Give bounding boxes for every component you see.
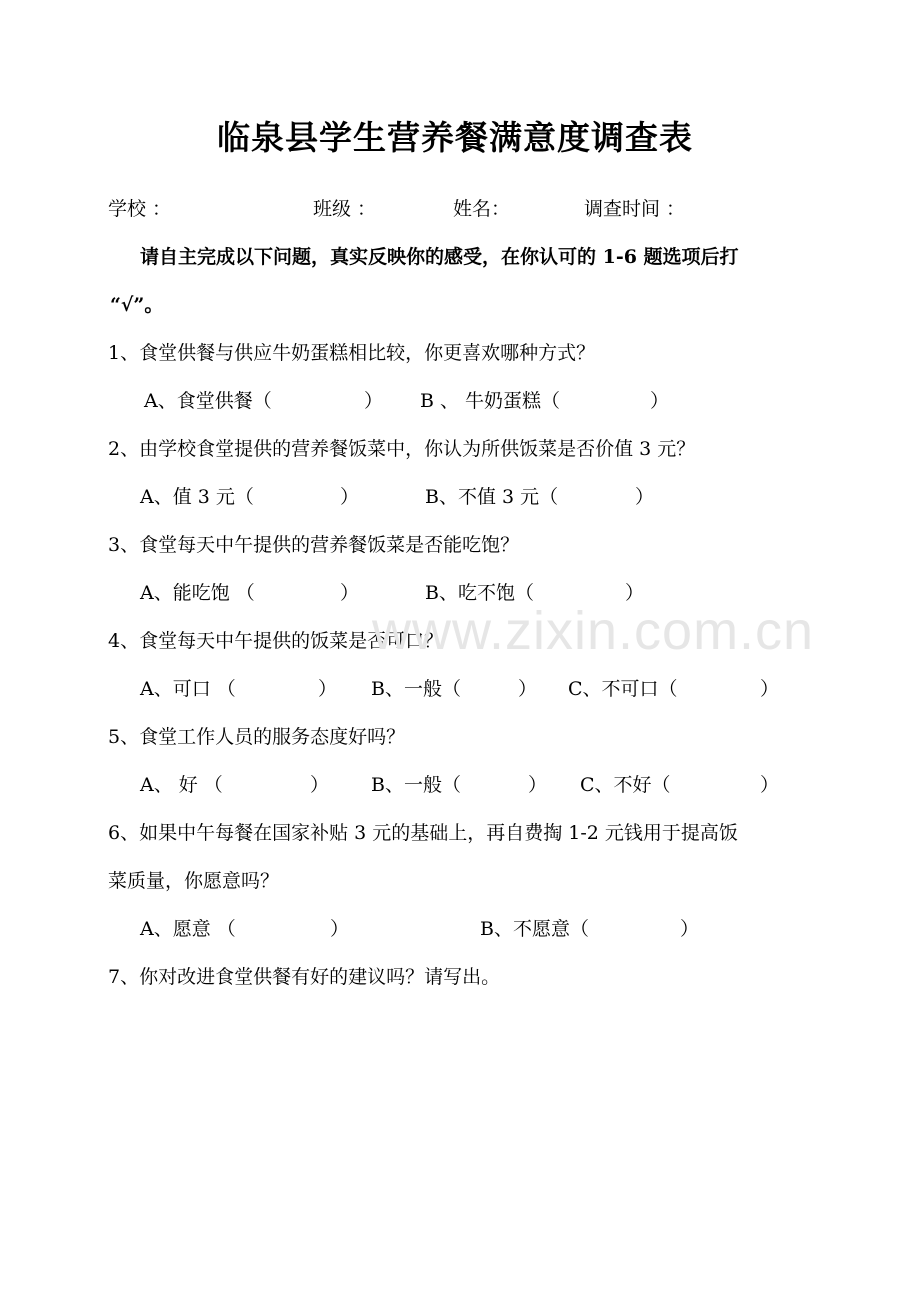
question-3-text: 3、食堂每天中午提供的营养餐饭菜是否能吃饱？ <box>108 534 520 556</box>
question-5-option-c-close: ） <box>760 774 780 796</box>
question-2-text: 2、由学校食堂提供的营养餐饭菜中，你认为所供饭菜是否价值 3 元？ <box>108 438 696 460</box>
question-6-text-line-2: 菜质量，你愿意吗？ <box>108 870 280 892</box>
question-3-option-a-close: ） <box>340 582 360 604</box>
question-4-option-c[interactable]: C、不可口（ <box>568 678 678 700</box>
question-2-option-a-close: ） <box>340 486 360 508</box>
question-2-option-b-close: ） <box>635 486 655 508</box>
question-6-text-line-1: 6、如果中午每餐在国家补贴 3 元的基础上，再自费掏 1-2 元钱用于提高饭 <box>108 822 738 844</box>
question-1-text: 1、食堂供餐与供应牛奶蛋糕相比较，你更喜欢哪种方式？ <box>108 342 596 364</box>
survey-time-field-label: 调查时间 ： <box>584 198 686 220</box>
question-2-option-b[interactable]: B、不值 3 元（ <box>425 486 559 508</box>
question-4-option-c-close: ） <box>760 678 780 700</box>
question-5-text: 5、食堂工作人员的服务态度好吗？ <box>108 726 406 748</box>
question-4-option-b-close: ） <box>518 678 538 700</box>
question-1-option-a[interactable]: A、食堂供餐（ <box>144 390 272 412</box>
question-6-option-b-close: ） <box>680 918 700 940</box>
question-3-option-b[interactable]: B、吃不饱（ <box>425 582 534 604</box>
question-5-option-b[interactable]: B、一般（ <box>371 774 461 796</box>
question-4-option-b[interactable]: B、一般（ <box>371 678 461 700</box>
page-title: 临泉县学生营养餐满意度调查表 <box>217 118 693 157</box>
question-1-option-b[interactable]: B 、 牛奶蛋糕（ <box>420 390 561 412</box>
question-5-option-b-close: ） <box>528 774 548 796</box>
question-5-option-a-close: ） <box>310 774 330 796</box>
question-4-option-a-close: ） <box>318 678 338 700</box>
instructions-line-1: 请自主完成以下问题，真实反映你的感受，在你认可的 1-6 题选项后打 <box>140 246 739 268</box>
question-6-option-a[interactable]: A、愿意 （ <box>140 918 236 940</box>
watermark: www.zixin.com.cn <box>372 601 815 661</box>
question-6-option-a-close: ） <box>330 918 350 940</box>
instructions-line-2: “√”。 <box>110 294 164 316</box>
class-field-label: 班级 ： <box>313 198 377 220</box>
question-1-option-b-close: ） <box>650 390 670 412</box>
question-7-text: 7、你对改进食堂供餐有好的建议吗？请写出。 <box>108 966 501 988</box>
question-1-option-a-close: ） <box>364 390 384 412</box>
question-2-option-a[interactable]: A、值 3 元（ <box>140 486 254 508</box>
question-4-text: 4、食堂每天中午提供的饭菜是否可口？ <box>108 630 444 652</box>
name-field-label: 姓名： <box>453 198 511 220</box>
question-3-option-b-close: ） <box>625 582 645 604</box>
question-5-option-c[interactable]: C、不好（ <box>580 774 671 796</box>
school-field-label: 学校 ： <box>108 198 172 220</box>
question-5-option-a[interactable]: A、 好 （ <box>140 774 223 796</box>
question-6-option-b[interactable]: B、不愿意（ <box>480 918 589 940</box>
question-3-option-a[interactable]: A、能吃饱 （ <box>140 582 255 604</box>
question-4-option-a[interactable]: A、可口 （ <box>140 678 236 700</box>
